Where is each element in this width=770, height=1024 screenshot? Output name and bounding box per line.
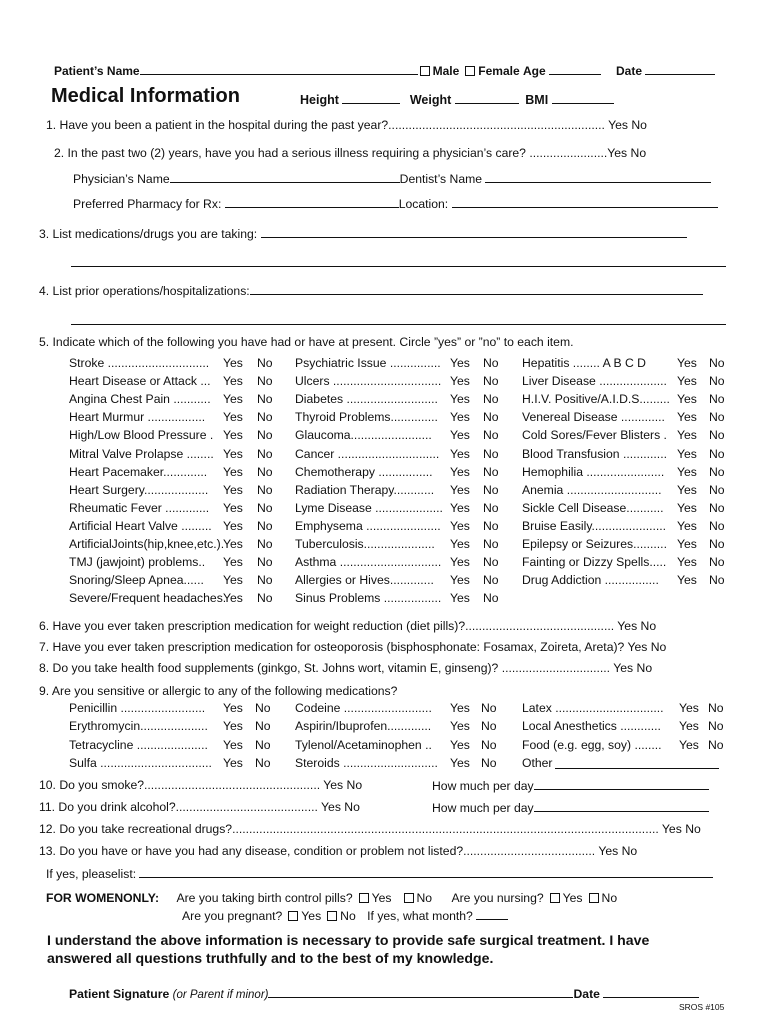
yes-no-options[interactable]: Yes No (661, 822, 701, 836)
question-3-text: 3. List medications/drugs you are taking: (39, 227, 258, 241)
question-8-text: 8. Do you take health food supplements (ginkgo, St. Johns wort, vitamin E, ginseng)? (39, 661, 499, 675)
yes-option[interactable]: Yes (450, 701, 470, 715)
yes-no-options[interactable]: Yes No (323, 778, 363, 792)
no-option[interactable]: No (483, 482, 499, 497)
form-code: SROS #105 (679, 1002, 725, 1012)
no-option[interactable]: No (709, 482, 725, 497)
yes-option[interactable]: Yes (223, 719, 243, 734)
pregnant-question: Are you pregnant? (182, 909, 283, 923)
location-label: Location: (398, 197, 449, 211)
operations-field-2[interactable] (71, 313, 726, 325)
female-checkbox[interactable] (465, 66, 475, 76)
allergy-label: Tetracycline ..................... (69, 737, 208, 752)
male-label: Male (432, 64, 460, 78)
no-option[interactable]: No (709, 537, 725, 551)
yes-option[interactable]: Yes (677, 537, 697, 551)
yes-option[interactable]: Yes (223, 537, 243, 551)
no-option[interactable]: No (481, 737, 497, 752)
statement-line-2: answered all questions truthfully and to the best of my knowledge. (47, 950, 494, 966)
patient-name-label: Patient’s Name (54, 64, 140, 78)
no-option[interactable]: No (483, 500, 499, 515)
leader-dots: .......................................... (175, 800, 318, 814)
dentist-field[interactable] (485, 171, 711, 183)
yes-option[interactable]: Yes (223, 591, 243, 606)
weight-field[interactable] (455, 92, 519, 104)
signature-note: (or Parent if minor) (172, 989, 269, 1001)
yes-option[interactable]: Yes (677, 500, 697, 515)
question-4-text: 4. List prior operations/hospitalizations: (39, 284, 250, 298)
yes-option[interactable]: Yes (223, 518, 243, 533)
what-month-field[interactable] (476, 908, 508, 920)
condition-label: TMJ (jawjoint) problems.. (69, 555, 206, 570)
yes-option[interactable]: Yes (450, 464, 470, 479)
question-10 (39, 778, 362, 792)
yes-option[interactable]: Yes (223, 392, 243, 407)
no-option[interactable]: No (257, 537, 273, 551)
question-8 (39, 661, 652, 675)
yes-option[interactable]: Yes (450, 591, 470, 606)
yes-option[interactable]: Yes (677, 374, 697, 389)
hw-row (300, 92, 614, 107)
weight-label: Weight (409, 93, 452, 107)
yes-option[interactable]: Yes (450, 374, 470, 389)
condition-label: Hepatitis ........ A B C D (522, 356, 646, 370)
question-2-text: 2. In the past two (2) years, have you had a serious illness requiring a physician’s care? (54, 146, 526, 160)
condition-label: Heart Disease or Attack ... (69, 374, 211, 389)
question-1 (46, 118, 647, 132)
dentist-label: Dentist’s Name (399, 172, 483, 186)
leader-dots: ....................................... (463, 844, 596, 858)
yes-option[interactable]: Yes (450, 518, 470, 533)
yes-option[interactable]: Yes (450, 573, 470, 588)
yes-no-options[interactable]: Yes No (598, 844, 638, 858)
physician-label: Physician’s Name (73, 172, 170, 186)
condition-label: Stroke .............................. (69, 356, 210, 370)
question-5-text: 5. Indicate which of the following you have had or have at present. Circle ”yes” or ”no” to each item. (39, 335, 574, 349)
physician-row (73, 171, 711, 186)
leader-dots: .............................................................................................................................. (232, 822, 659, 836)
no-option[interactable]: No (257, 500, 273, 515)
height-label: Height (300, 93, 339, 107)
no-option[interactable]: No (709, 374, 725, 389)
condition-label: Tuberculosis..................... (295, 537, 435, 551)
allergy-label: Other (522, 755, 553, 770)
yes-no-options[interactable]: Yes No (321, 800, 360, 814)
yes-option[interactable]: Yes (450, 446, 470, 461)
age-row (523, 63, 601, 78)
nursing-question: Are you nursing? (451, 891, 544, 905)
alcohol-amount-row (432, 800, 709, 815)
no-option[interactable]: No (257, 428, 273, 443)
age-field[interactable] (549, 63, 601, 75)
allergy-label: Food (e.g. egg, soy) ........ (522, 737, 662, 752)
page-title: Medical Information (51, 85, 240, 107)
allergy-label: Steroids ............................ (295, 755, 438, 770)
condition-label: Rheumatic Fever ............. (69, 500, 210, 515)
question-12-text: 12. Do you take recreational drugs? (39, 822, 233, 836)
allergy-label: Erythromycin.................... (69, 719, 208, 734)
condition-label: Lyme Disease .................... (295, 500, 443, 515)
no-option[interactable]: No (257, 446, 273, 461)
women-only-row-1 (46, 891, 617, 905)
yes-option[interactable]: Yes (223, 410, 243, 425)
bmi-label: BMI (525, 93, 549, 107)
no-option[interactable]: No (483, 374, 499, 389)
date-field[interactable] (645, 63, 715, 75)
leader-dots: ............................................ (465, 619, 615, 633)
leader-dots: .................................................... (144, 778, 321, 792)
no-option[interactable]: No (483, 555, 499, 570)
no-label: No (340, 909, 356, 923)
condition-label: Liver Disease .................... (522, 374, 667, 389)
other-allergy-line (555, 757, 719, 772)
allergy-label: Codeine .......................... (295, 701, 432, 715)
question-11 (39, 800, 360, 814)
if-yes-row (46, 866, 713, 881)
no-option[interactable]: No (257, 356, 273, 370)
condition-label: Fainting or Dizzy Spells..... (522, 555, 667, 570)
yes-option[interactable]: Yes (450, 719, 470, 734)
no-option[interactable]: No (708, 737, 724, 752)
condition-label: Bruise Easily...................... (522, 518, 667, 533)
no-option[interactable]: No (709, 518, 725, 533)
condition-label: Sinus Problems ................. (295, 591, 442, 606)
no-option[interactable]: No (257, 392, 273, 407)
yes-option[interactable]: Yes (677, 392, 697, 407)
question-11-text: 11. Do you drink alcohol? (39, 800, 176, 814)
no-option[interactable]: No (257, 518, 273, 533)
smoke-amount-field[interactable] (534, 778, 709, 790)
condition-label: Severe/Frequent headaches. (69, 591, 227, 606)
yes-option[interactable]: Yes (450, 410, 470, 425)
yes-no-options[interactable]: Yes No (613, 661, 653, 675)
female-label: Female (478, 64, 520, 78)
yes-option[interactable]: Yes (450, 392, 470, 407)
condition-label: Snoring/Sleep Apnea...... (69, 573, 204, 588)
patient-name-field[interactable] (140, 63, 418, 75)
how-much-label: How much per day (432, 801, 534, 815)
yes-option[interactable]: Yes (677, 555, 697, 570)
if-yes-field[interactable] (139, 866, 713, 878)
allergy-label: Local Anesthetics ............ (522, 719, 661, 734)
yes-option[interactable]: Yes (223, 555, 243, 570)
question-2 (54, 146, 646, 160)
no-option[interactable]: No (257, 591, 273, 606)
condition-label: Mitral Valve Prolapse ........ (69, 446, 214, 461)
condition-label: High/Low Blood Pressure . (69, 428, 214, 443)
no-option[interactable]: No (709, 446, 725, 461)
question-4 (39, 283, 703, 298)
yes-option[interactable]: Yes (223, 755, 243, 770)
yes-option[interactable]: Yes (223, 482, 243, 497)
yes-option[interactable]: Yes (677, 518, 697, 533)
question-7: 7. Have you ever taken prescription medication for osteoporosis (bisphosphonate: Fosamax, Zoireta, Areta)? Yes No (39, 640, 667, 654)
no-option[interactable]: No (257, 464, 273, 479)
no-option[interactable]: No (483, 518, 499, 533)
pregnant-yes-checkbox[interactable] (288, 911, 298, 921)
yes-option[interactable]: Yes (223, 446, 243, 461)
condition-label: Chemotherapy ................ (295, 464, 433, 479)
other-allergy-field[interactable] (555, 757, 719, 769)
medications-line-2 (71, 255, 726, 270)
question-3 (39, 226, 687, 241)
condition-label: Radiation Therapy............ (295, 482, 435, 497)
yes-option[interactable]: Yes (450, 755, 470, 770)
bc-yes-checkbox[interactable] (359, 893, 369, 903)
signature-row (69, 986, 699, 1001)
yes-option[interactable]: Yes (450, 500, 470, 515)
no-option[interactable]: No (709, 500, 725, 515)
no-option[interactable]: No (481, 719, 497, 734)
pharmacy-row (73, 196, 718, 211)
yes-option[interactable]: Yes (677, 464, 697, 479)
condition-label: Cold Sores/Fever Blisters . (522, 428, 667, 443)
how-much-label: How much per day (432, 779, 534, 793)
no-option[interactable]: No (481, 755, 497, 770)
pharmacy-field[interactable] (225, 196, 399, 208)
yes-option[interactable]: Yes (679, 701, 699, 715)
allergy-label: Latex ................................ (522, 701, 664, 715)
yes-no-options[interactable]: Yes No (608, 118, 647, 132)
yes-option[interactable]: Yes (677, 573, 697, 588)
date-row (616, 63, 715, 78)
alcohol-amount-field[interactable] (534, 800, 709, 812)
yes-option[interactable]: Yes (223, 500, 243, 515)
yes-option[interactable]: Yes (679, 719, 699, 734)
signature-date-label: Date (573, 987, 600, 1001)
smoke-amount-row (432, 778, 709, 793)
no-option[interactable]: No (255, 755, 271, 770)
condition-label: Venereal Disease ............. (522, 410, 665, 425)
leader-dots: ................................................................ (388, 118, 605, 132)
yes-option[interactable]: Yes (450, 737, 470, 752)
yes-option[interactable]: Yes (677, 446, 697, 461)
yes-option[interactable]: Yes (677, 482, 697, 497)
no-option[interactable]: No (255, 701, 271, 715)
condition-label: Heart Surgery................... (69, 482, 209, 497)
women-only-label: FOR WOMENONLY: (46, 891, 160, 905)
bc-no-checkbox[interactable] (404, 893, 414, 903)
allergy-label: Tylenol/Acetaminophen .. (295, 737, 432, 752)
yes-option[interactable]: Yes (450, 428, 470, 443)
no-option[interactable]: No (255, 719, 271, 734)
yes-option[interactable]: Yes (450, 555, 470, 570)
location-field[interactable] (452, 196, 718, 208)
condition-label: Heart Pacemaker............. (69, 464, 208, 479)
no-option[interactable]: No (483, 446, 499, 461)
question-6 (39, 619, 656, 633)
question-13-text: 13. Do you have or have you had any disease, condition or problem not listed? (39, 844, 464, 858)
nursing-no-checkbox[interactable] (589, 893, 599, 903)
date-label: Date (616, 64, 643, 78)
yes-label: Yes (371, 891, 392, 905)
allergy-label: Penicillin ......................... (69, 701, 206, 715)
question-1-text: 1. Have you been a patient in the hospital during the past year? (46, 118, 389, 132)
condition-label: Thyroid Problems.............. (295, 410, 438, 425)
male-checkbox[interactable] (420, 66, 430, 76)
if-yes-label: If yes, pleaselist: (46, 867, 137, 881)
operations-field-1[interactable] (250, 283, 703, 295)
medications-field-2[interactable] (71, 255, 726, 267)
no-option[interactable]: No (709, 464, 725, 479)
yes-option[interactable]: Yes (450, 482, 470, 497)
condition-label: Artificial Heart Valve ......... (69, 518, 212, 533)
yes-option[interactable]: Yes (679, 737, 699, 752)
no-option[interactable]: No (257, 410, 273, 425)
yes-label: Yes (562, 891, 583, 905)
no-option[interactable]: No (483, 392, 499, 407)
what-month-label: If yes, what month? (367, 909, 473, 923)
yes-option[interactable]: Yes (223, 701, 243, 715)
yes-option[interactable]: Yes (450, 356, 470, 370)
no-option[interactable]: No (483, 410, 499, 425)
condition-label: Ulcers ................................ (295, 374, 442, 389)
condition-label: H.I.V. Positive/A.I.D.S......... (522, 392, 670, 407)
bmi-field[interactable] (552, 92, 614, 104)
yes-option[interactable]: Yes (677, 410, 697, 425)
medications-field-1[interactable] (261, 226, 687, 238)
yes-option[interactable]: Yes (223, 573, 243, 588)
allergy-label: Sulfa ................................. (69, 755, 212, 770)
physician-field[interactable] (170, 171, 400, 183)
condition-label: Epilepsy or Seizures.......... (522, 537, 667, 551)
patient-name-row (54, 63, 520, 78)
condition-label: Drug Addiction ................ (522, 573, 659, 588)
nursing-yes-checkbox[interactable] (550, 893, 560, 903)
no-option[interactable]: No (257, 374, 273, 389)
question-12 (39, 822, 701, 836)
bc-pills-question: Are you taking birth control pills? (176, 891, 353, 905)
no-option[interactable]: No (257, 555, 273, 570)
no-option[interactable]: No (709, 410, 725, 425)
yes-option[interactable]: Yes (677, 356, 697, 370)
allergy-label: Aspirin/Ibuprofen............. (295, 719, 432, 734)
no-option[interactable]: No (709, 392, 725, 407)
condition-label: Anemia ............................ (522, 482, 662, 497)
no-option[interactable]: No (481, 701, 497, 715)
women-only-row-2 (182, 908, 508, 923)
yes-option[interactable]: Yes (223, 374, 243, 389)
signature-label: Patient Signature (69, 987, 170, 1001)
operations-line-2 (71, 313, 726, 328)
condition-label: Cancer .............................. (295, 446, 440, 461)
no-option[interactable]: No (709, 428, 725, 443)
question-10-text: 10. Do you smoke? (39, 778, 145, 792)
age-label: Age (523, 64, 546, 78)
no-option[interactable]: No (709, 573, 725, 588)
question-9-text: 9. Are you sensitive or allergic to any of the following medications? (39, 684, 398, 698)
yes-option[interactable]: Yes (677, 428, 697, 443)
no-option[interactable]: No (483, 591, 499, 606)
no-option[interactable]: No (483, 464, 499, 479)
no-option[interactable]: No (709, 356, 725, 370)
no-option[interactable]: No (483, 537, 499, 551)
no-option[interactable]: No (483, 356, 499, 370)
condition-label: ArtificialJoints(hip,knee,etc.). (69, 537, 225, 551)
no-option[interactable]: No (483, 573, 499, 588)
condition-label: Diabetes ........................... (295, 392, 438, 407)
pregnant-no-checkbox[interactable] (327, 911, 337, 921)
no-option[interactable]: No (257, 482, 273, 497)
leader-dots: ................................ (501, 661, 611, 675)
no-option[interactable]: No (257, 573, 273, 588)
condition-label: Allergies or Hives............. (295, 573, 434, 588)
yes-option[interactable]: Yes (223, 428, 243, 443)
no-option[interactable]: No (708, 719, 724, 734)
yes-option[interactable]: Yes (223, 737, 243, 752)
condition-label: Hemophilia ....................... (522, 464, 665, 479)
condition-label: Blood Transfusion ............. (522, 446, 667, 461)
no-option[interactable]: No (483, 428, 499, 443)
condition-label: Glaucoma........................ (295, 428, 432, 443)
condition-label: Asthma .............................. (295, 555, 442, 570)
yes-no-options[interactable]: Yes No (607, 146, 647, 160)
question-13 (39, 844, 637, 858)
question-6-text: 6. Have you ever taken prescription medication for weight reduction (diet pills)? (39, 619, 466, 633)
no-label: No (416, 891, 433, 905)
condition-label: Psychiatric Issue ............... (295, 356, 441, 370)
no-option[interactable]: No (255, 737, 271, 752)
yes-option[interactable]: Yes (223, 356, 243, 370)
condition-label: Angina Chest Pain ........... (69, 392, 211, 407)
statement-line-1: I understand the above information is necessary to provide safe surgical treatment. I have (47, 932, 650, 948)
yes-option[interactable]: Yes (223, 464, 243, 479)
leader-dots: ....................... (529, 146, 608, 160)
no-option[interactable]: No (709, 555, 725, 570)
no-option[interactable]: No (708, 701, 724, 715)
yes-no-options[interactable]: Yes No (617, 619, 657, 633)
condition-label: Sickle Cell Disease........... (522, 500, 664, 515)
condition-label: Emphysema ...................... (295, 518, 441, 533)
yes-label: Yes (301, 909, 322, 923)
pharmacy-label: Preferred Pharmacy for Rx: (73, 197, 222, 211)
signature-date-field[interactable] (603, 986, 699, 998)
signature-field[interactable] (268, 986, 573, 998)
condition-label: Heart Murmur ................. (69, 410, 206, 425)
yes-option[interactable]: Yes (450, 537, 470, 551)
no-label: No (601, 891, 618, 905)
height-field[interactable] (342, 92, 400, 104)
